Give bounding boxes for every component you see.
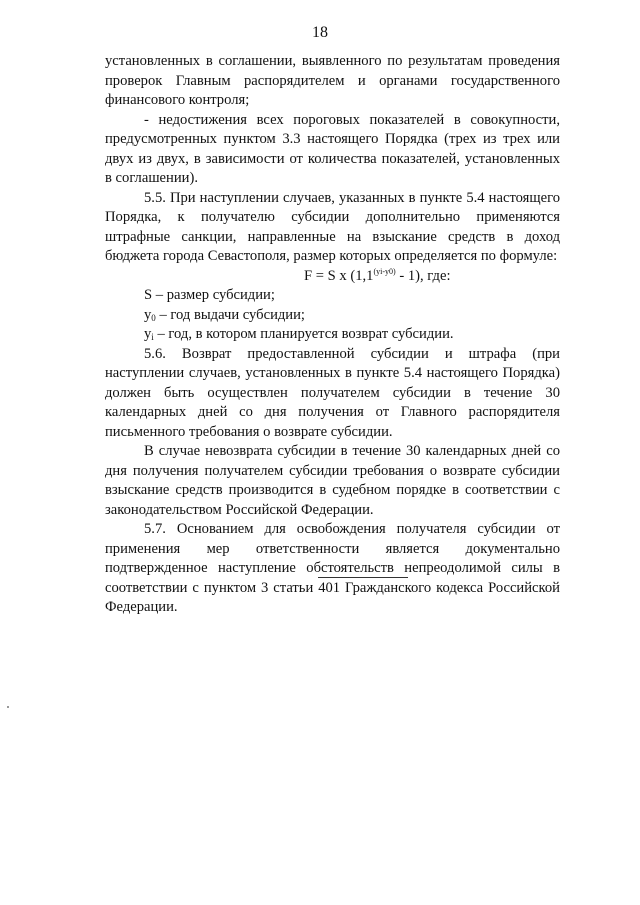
paragraph-continuation: установленных в соглашении, выявленного по результатам проведения проверок Главным распорядителем и органами государственного финансового контроля; <box>105 53 560 108</box>
definition-subscript: i <box>151 332 154 342</box>
formula-exponent: (yi-y0) <box>373 266 396 276</box>
definition-text: – размер субсидии; <box>152 287 275 303</box>
definition-text: – год выдачи субсидии; <box>155 306 305 323</box>
paragraph-threshold-indicators: - недостижения всех пороговых показателей в совокупности, предусмотренных пунктом 3.3 настоящего Порядка (трех из трех или двух из двух, в зависимости от количества показателей, установленных в соглашении). <box>105 111 560 186</box>
scan-speck <box>7 706 9 708</box>
definition-yi <box>105 325 560 345</box>
definition-s <box>105 286 560 306</box>
paragraph-5-7: 5.7. Основанием для освобождения получателя субсидии от применения мер ответственности является документально подтвержденное наступление обстоятельств непреодолимой силы в соответствии с пунктом 3 статьи 401 Гражданского кодекса Российской Федерации. <box>105 521 560 615</box>
formula-right: - 1), где: <box>395 267 451 284</box>
definition-y0 <box>105 306 560 326</box>
paragraph-5-6: 5.6. Возврат предоставленной субсидии и штрафа (при наступлении случаев, установленных в пункте 5.4 настоящего Порядка) должен быть осуществлен получателем субсидии в течение 30 календарных дней со дня получения от Главного распорядителя письменного требования о возврате субсидии. <box>105 345 560 440</box>
definition-text: – год, в котором планируется возврат субсидии. <box>153 326 454 342</box>
definition-var: S <box>144 287 153 303</box>
end-separator-line <box>318 577 408 578</box>
paragraph-5-5: 5.5. При наступлении случаев, указанных в пункте 5.4 настоящего Порядка, к получателю субсидии дополнительно применяются штрафные санкции, направленные на взыскание средств в доход бюджета города Севастополя, размер которых определяется по формуле: <box>105 189 560 264</box>
formula-left: F = S x (1,1 <box>304 267 374 284</box>
document-body <box>105 52 560 618</box>
definition-var: y <box>144 326 152 342</box>
definition-subscript: 0 <box>151 312 156 323</box>
paragraph-non-return: В случае невозврата субсидии в течение 30 календарных дней со дня получения получателем субсидии требования о возврате субсидии взыскание средств производится в судебном порядке в соответствии с законодательством Российской Федерации. <box>105 443 560 518</box>
definition-var: y <box>144 306 152 323</box>
penalty-formula <box>105 267 560 287</box>
page-number: 18 <box>312 24 328 41</box>
